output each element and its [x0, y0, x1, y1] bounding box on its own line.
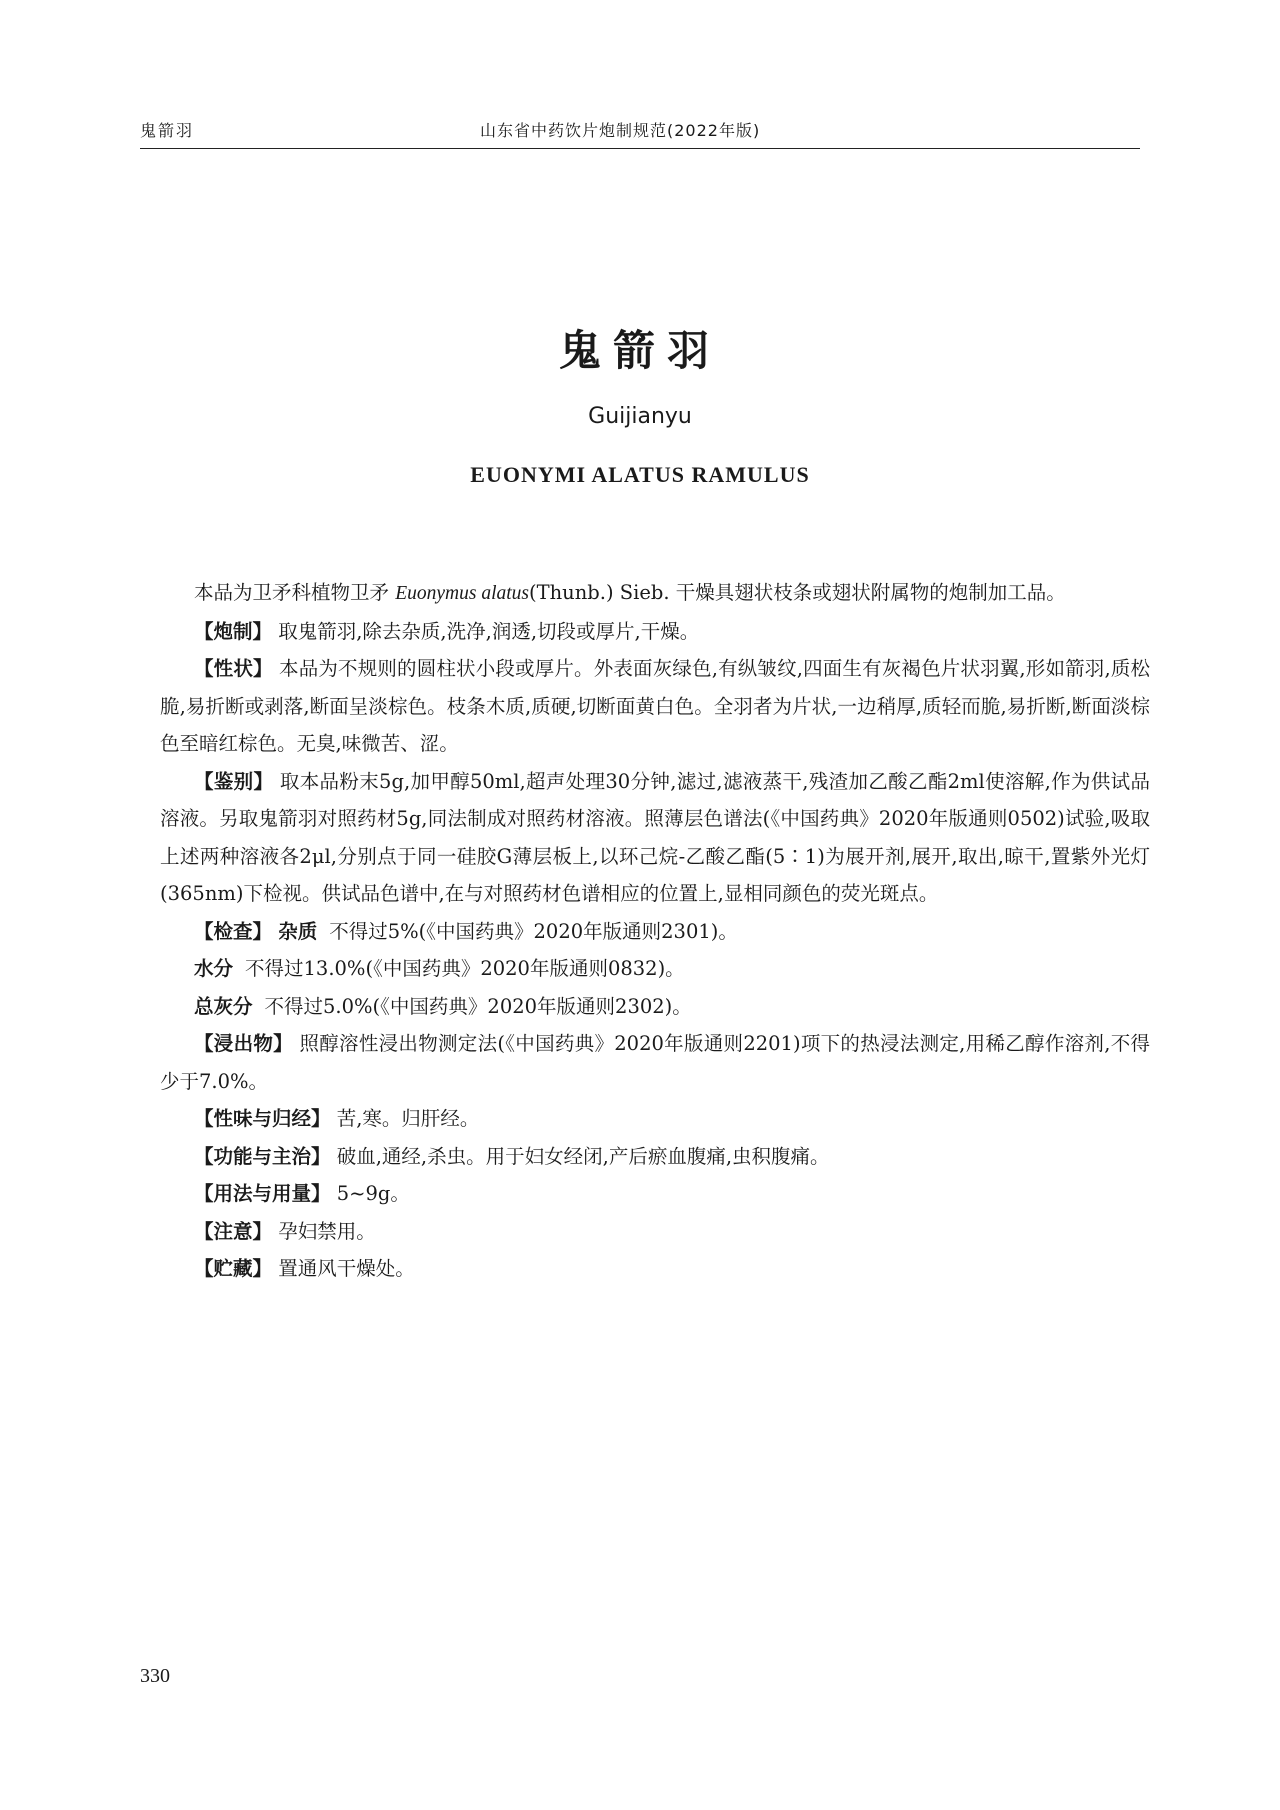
section-processing — [160, 613, 1150, 651]
moisture-text: 不得过13.0%(《中国药典》2020年版通则0832)。 — [245, 957, 685, 980]
section-text: 孕妇禁用。 — [278, 1219, 376, 1243]
pinyin-name: Guijianyu — [588, 404, 692, 429]
latin-name: EUONYMI ALATUS RAMULUS — [470, 462, 810, 487]
section-label: 【功能与主治】 — [194, 1144, 331, 1168]
section-text: 照醇溶性浸出物测定法(《中国药典》2020年版通则2201)项下的热浸法测定,用稀乙醇作溶剂,不得少于7.0%。 — [160, 1032, 1150, 1093]
header-book-title: 山东省中药饮片炮制规范(2022年版) — [480, 121, 761, 140]
section-storage — [160, 1250, 1150, 1288]
section-text: 本品为不规则的圆柱状小段或厚片。外表面灰绿色,有纵皱纹,四面生有灰褐色片状羽翼,形如箭羽,质松脆,易折断或剥落,断面呈淡棕色。枝条木质,质硬,切断面黄白色。全羽者为片状,一边稍厚,质轻而脆,易折断,断面淡棕色至暗红棕色。无臭,味微苦、涩。 — [160, 657, 1150, 755]
section-text: 置通风干燥处。 — [278, 1257, 415, 1280]
moisture-label: 水分 — [194, 957, 234, 980]
section-text: 破血,通经,杀虫。用于妇女经闭,产后瘀血腹痛,虫积腹痛。 — [336, 1144, 830, 1168]
section-text: 取鬼箭羽,除去杂质,洗净,润透,切段或厚片,干燥。 — [278, 619, 700, 643]
section-caution — [160, 1213, 1150, 1251]
section-text: 取本品粉末5g,加甲醇50ml,超声处理30分钟,滤过,滤液蒸干,残渣加乙酸乙酯2ml使溶解,作为供试品溶液。另取鬼箭羽对照药材5g,同法制成对照药材溶液。照薄层色谱法(《中国药典》2020年版通则0502)试验,吸取上述两种溶液各2μl,分别点于同一硅胶G薄层板上,以环己烷-乙酸乙酯(5∶1)为展开剂,展开,取出,晾干,置紫外光灯(365nm)下检视。供试品色谱中,在与对照药材色谱相应的位置上,显相同颜色的荧光斑点。 — [160, 769, 1150, 905]
intro-paragraph — [160, 574, 1150, 613]
section-label: 【性味与归经】 — [194, 1107, 331, 1130]
section-dosage — [160, 1175, 1150, 1213]
page-number: 330 — [140, 1665, 170, 1687]
page-title: 鬼箭羽 — [558, 326, 721, 375]
header-rule — [140, 148, 1140, 149]
ash-label: 总灰分 — [194, 994, 253, 1018]
section-identification — [160, 763, 1150, 913]
section-text: 苦,寒。归肝经。 — [336, 1107, 480, 1130]
header-left-title: 鬼箭羽 — [140, 121, 195, 140]
section-function — [160, 1138, 1150, 1176]
intro-text-post: (Thunb.) Sieb. 干燥具翅状枝条或翅状附属物的炮制加工品。 — [529, 581, 1066, 604]
species-name: Euonymus alatus — [395, 583, 529, 604]
inspection-moisture — [160, 950, 1150, 988]
impurity-text: 不得过5%(《中国药典》2020年版通则2301)。 — [329, 919, 738, 943]
section-label: 【检查】 — [194, 919, 273, 943]
running-header — [140, 118, 1140, 148]
section-label: 【注意】 — [194, 1219, 273, 1243]
intro-text-pre: 本品为卫矛科植物卫矛 — [194, 581, 396, 604]
section-extract — [160, 1025, 1150, 1100]
impurity-label: 杂质 — [278, 919, 318, 943]
section-label: 【性状】 — [194, 657, 273, 680]
inspection-ash — [160, 988, 1150, 1026]
monograph-body — [160, 574, 1150, 1288]
section-label: 【鉴别】 — [194, 769, 274, 793]
section-label: 【炮制】 — [194, 619, 273, 643]
section-nature — [160, 1100, 1150, 1138]
section-label: 【用法与用量】 — [194, 1182, 331, 1205]
section-description — [160, 650, 1150, 763]
ash-text: 不得过5.0%(《中国药典》2020年版通则2302)。 — [264, 994, 692, 1018]
section-text: 5~9g。 — [336, 1182, 410, 1205]
section-label: 【贮藏】 — [194, 1257, 273, 1280]
section-label: 【浸出物】 — [194, 1032, 293, 1055]
section-inspection — [160, 913, 1150, 951]
